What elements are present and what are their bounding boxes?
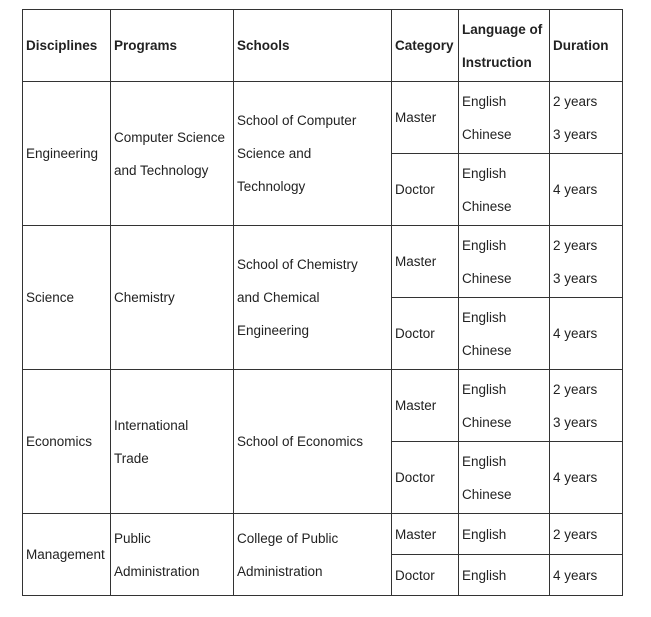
- language-line: English: [462, 453, 507, 469]
- duration-cell: [550, 370, 623, 442]
- category-cell: Master: [392, 226, 459, 298]
- programs-table: [22, 9, 623, 596]
- header-row: [23, 10, 623, 82]
- category-cell: Master: [392, 370, 459, 442]
- school-line: School of Chemistry: [237, 257, 358, 272]
- school-cell: [234, 514, 392, 596]
- language-line: Chinese: [462, 198, 512, 214]
- duration-line: 3 years: [553, 126, 598, 142]
- language-cell: [459, 154, 550, 226]
- header-programs: Programs: [111, 10, 234, 82]
- discipline-cell: Economics: [23, 370, 111, 514]
- language-line: English: [462, 309, 507, 325]
- school-line: College of Public: [237, 530, 339, 546]
- school-cell: School of Economics: [234, 370, 392, 514]
- language-line: English: [462, 237, 507, 253]
- language-line: English: [462, 165, 507, 181]
- category-cell: Master: [392, 514, 459, 555]
- language-cell: English: [459, 514, 550, 555]
- language-line: English: [462, 93, 507, 109]
- duration-line: 2 years: [553, 237, 598, 253]
- language-line: Chinese: [462, 414, 512, 430]
- language-line: Chinese: [462, 486, 512, 502]
- header-language-line-1: Language of: [462, 21, 543, 37]
- table-row: [23, 82, 623, 154]
- language-cell: [459, 226, 550, 298]
- program-line: Computer Science: [114, 129, 226, 145]
- duration-cell: 4 years: [550, 298, 623, 370]
- language-line: English: [462, 381, 507, 397]
- language-cell: [459, 370, 550, 442]
- duration-cell: 2 years: [550, 514, 623, 555]
- duration-cell: [550, 226, 623, 298]
- language-cell: [459, 298, 550, 370]
- duration-line: 3 years: [553, 270, 598, 286]
- duration-cell: [550, 82, 623, 154]
- category-cell: Doctor: [392, 298, 459, 370]
- header-language-line-2: Instruction: [462, 54, 532, 70]
- school-cell: [234, 82, 392, 226]
- duration-cell: 4 years: [550, 555, 623, 596]
- language-line: Chinese: [462, 342, 512, 358]
- school-line: and Chemical: [237, 290, 320, 305]
- program-line: and Technology: [114, 162, 209, 178]
- program-cell: [111, 514, 234, 596]
- language-cell: English: [459, 555, 550, 596]
- program-cell: [111, 370, 234, 514]
- school-line: Engineering: [237, 323, 310, 338]
- language-cell: [459, 442, 550, 514]
- program-line: Administration: [114, 563, 200, 579]
- table-row: [23, 226, 623, 298]
- header-schools: Schools: [234, 10, 392, 82]
- header-category: Category: [392, 10, 459, 82]
- duration-line: 3 years: [553, 414, 598, 430]
- program-cell: Chemistry: [111, 226, 234, 370]
- school-cell: [234, 226, 392, 370]
- category-cell: Doctor: [392, 555, 459, 596]
- program-line: International: [114, 417, 189, 433]
- program-cell: [111, 82, 234, 226]
- school-line: Science and: [237, 146, 312, 161]
- duration-cell: 4 years: [550, 442, 623, 514]
- program-line: Trade: [114, 450, 149, 466]
- duration-line: 2 years: [553, 381, 598, 397]
- header-disciplines: Disciplines: [23, 10, 111, 82]
- language-line: Chinese: [462, 270, 512, 286]
- discipline-cell: Management: [23, 514, 111, 596]
- category-cell: Doctor: [392, 442, 459, 514]
- category-cell: Master: [392, 82, 459, 154]
- header-language: [459, 10, 550, 82]
- school-line: Technology: [237, 179, 306, 194]
- school-line: School of Computer: [237, 113, 357, 128]
- duration-line: 2 years: [553, 93, 598, 109]
- table-row: [23, 370, 623, 442]
- header-duration: Duration: [550, 10, 623, 82]
- category-cell: Doctor: [392, 154, 459, 226]
- school-line: Administration: [237, 563, 323, 579]
- duration-cell: 4 years: [550, 154, 623, 226]
- table-row: [23, 514, 623, 555]
- discipline-cell: Engineering: [23, 82, 111, 226]
- discipline-cell: Science: [23, 226, 111, 370]
- language-line: Chinese: [462, 126, 512, 142]
- program-line: Public: [114, 530, 151, 546]
- language-cell: [459, 82, 550, 154]
